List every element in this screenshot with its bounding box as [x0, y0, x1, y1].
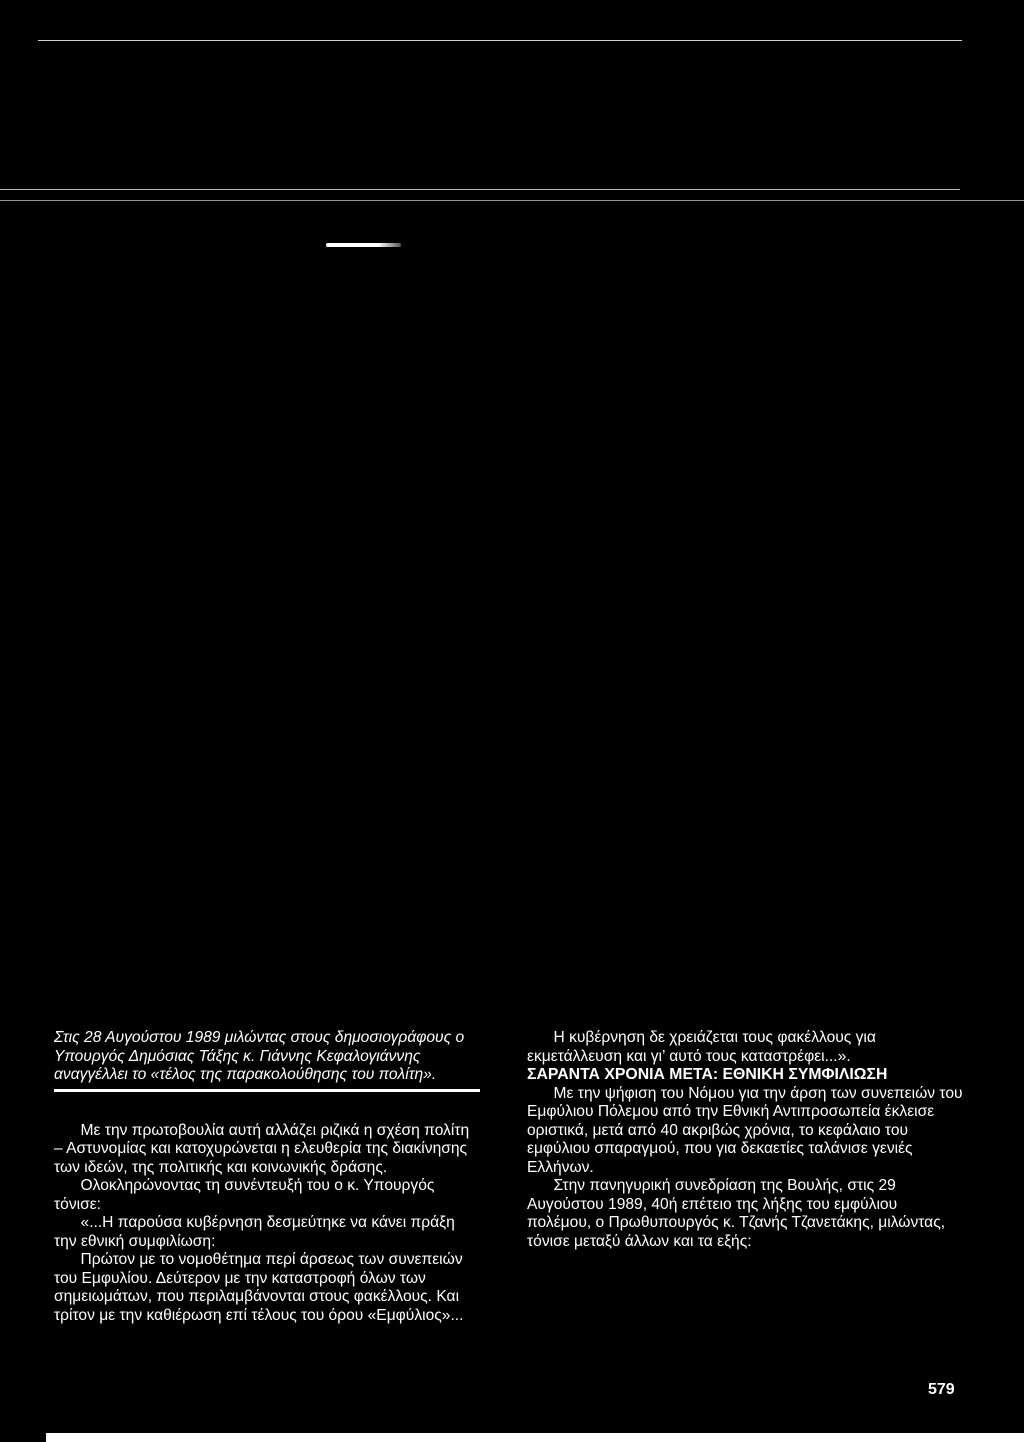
paragraph: Με την πρωτοβουλία αυτή αλλάζει ριζικά η σχέση πολίτη – Αστυνομίας και κατοχυρώνεται η ελευθερία της διακίνησης των ιδεών, της πολιτικής και κοινωνικής δράσης. [54, 1121, 470, 1176]
page-number: 579 [928, 1381, 955, 1398]
paragraph: Με την ψήφιση του Νόμου για την άρση των συνεπειών του Εμφύλιου Πόλεμου από την Εθνική Αντιπροσωπεία έκλεισε οριστικά, μετά από 40 ακριβώς χρόνια, το κεφάλαιο του εμφύλιου σπαραγμού, που για δεκαετίες ταλάνισε γενιές Ελλήνων. [527, 1084, 963, 1176]
photo-caption: Στις 28 Αυγούστου 1989 μιλώντας στους δημοσιογράφους ο Υπουργός Δημόσιας Τάξης κ. Γιάννης Κεφαλογιάννης αναγγέλλει το «τέλος της παρακολούθησης του πολίτη». [54, 1029, 465, 1083]
top-rule [38, 40, 962, 41]
page-margin [46, 1433, 1024, 1442]
caption-rule [54, 1089, 480, 1092]
photo-fleck [326, 243, 401, 247]
paragraph: Πρώτον με το νομοθέτημα περί άρσεως των συνεπειών του Εμφυλίου. Δεύτερον με την καταστροφή όλων των σημειωμάτων, που περιλαμβάνονται στους φακέλλους. Και τρίτον με την καθιέρωση επί τέλους του όρου «Εμφύλιος»... [54, 1251, 464, 1324]
upper-rule [0, 189, 960, 190]
paragraph: Ολοκληρώνοντας τη συνέντευξή του ο κ. Υπουργός τόνισε: [54, 1177, 435, 1213]
upper-rule-2 [0, 200, 1024, 201]
section-heading: ΣΑΡΑΝΤΑ ΧΡΟΝΙΑ ΜΕΤΑ: ΕΘΝΙΚΗ ΣΥΜΦΙΛΙΩΣΗ [527, 1066, 888, 1083]
paragraph: «...Η παρούσα κυβέρνηση δεσμεύτηκε να κάνει πράξη την εθνική συμφιλίωση: [54, 1214, 455, 1250]
right-column [527, 1029, 965, 1251]
left-column [54, 1029, 479, 1325]
paragraph: Στην πανηγυρική συνεδρίαση της Βουλής, στις 29 Αυγούστου 1989, 40ή επέτειο της λήξης του εμφύλιου πολέμου, ο Πρωθυπουργός κ. Τζανής Τζανετάκης, μιλώντας, τόνισε μεταξύ άλλων και τα εξής: [527, 1177, 946, 1250]
paragraph: Η κυβέρνηση δε χρειάζεται τους φακέλλους για εκμετάλλευση και γι’ αυτό τους καταστρέφει...». [527, 1029, 876, 1065]
